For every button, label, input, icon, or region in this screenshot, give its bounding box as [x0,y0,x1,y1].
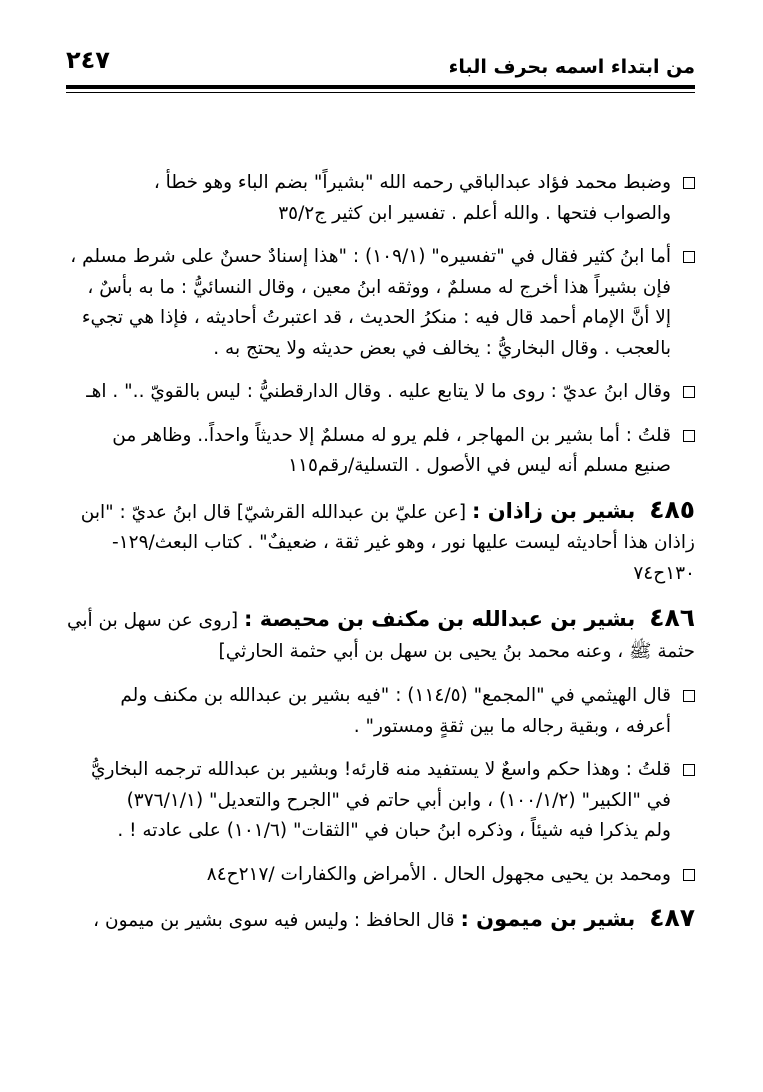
entry-name: بشير بن ميمون : [460,907,636,931]
bullet-paragraph [66,168,695,229]
text-line: صنيع مسلم أنه ليس في الأصول . التسلية/رقم١١٥ [288,455,671,476]
checkbox-bullet-icon [683,764,695,776]
text-line: قلتُ : أما بشير بن المهاجر ، فلم يرو له مسلمٌ إلا حديثاً واحداً.. وظاهر من [112,424,671,446]
text-line: ولم يذكرا فيه شيئاً ، وذكره ابنُ حبان في "الثقات" (١٠١/٦) على عادته ! . [117,820,671,841]
text-line [66,903,695,937]
checkbox-bullet-icon [683,869,695,881]
text-line: فإن بشيراً هذا أخرج له مسلمٌ ، ووثقه ابنُ معين ، وقال النسائيُّ : ما به بأسٌ ، [87,276,671,298]
entry-name: بشير بن عبدالله بن مكنف بن محيصة : [244,607,636,631]
text-line: حثمة ﷺ ، وعنه محمد بنُ يحيى بن سهل بن أبي حثمة الحارثي] [218,640,695,662]
entry-number: ٤٨٥ [649,494,695,524]
text-line: زاذان هذا أحاديثه ليست عليها نور ، وهو غير ثقة ، ضعيفٌ" . كتاب البعث/١٢٩- [112,532,695,553]
page-body [66,168,695,951]
bullet-paragraph [66,755,695,847]
biography-entry [66,903,695,937]
text-line: أعرفه ، وبقية رجاله ما بين ثقةٍ ومستور" . [353,715,671,737]
text-line: في "الكبير" (١٠٠/١/٢) ، وابن أبي حاتم في "الجرح والتعديل" (٣٧٦/١/١) [126,789,671,811]
text-line: وقال ابنُ عديّ : روى ما لا يتابع عليه . وقال الدارقطنيُّ : ليس بالقويّ .." . اهـ [86,381,671,402]
biography-entry [66,495,695,590]
text-line: قال الهيثمي في "المجمع" (١١٤/٥) : "فيه بشير بن عبدالله بن مكنف ولم [120,685,671,706]
text-line: ومحمد بن يحيى مجهول الحال . الأمراض والكفارات /٢١٧ح٨٤ [206,863,671,885]
bullet-paragraph [66,860,695,891]
bullet-paragraph [66,421,695,482]
running-title: من ابتداء اسمه بحرف الباء [448,56,695,78]
bullet-paragraph [66,681,695,742]
checkbox-bullet-icon [683,690,695,702]
text-line: بالعجب . وقال البخاريُّ : يخالف في بعض حديثه ولا يحتج به . [213,337,671,359]
text-line: أما ابنُ كثير فقال في "تفسيره" (١٠٩/١) : "هذا إسنادٌ حسنٌ على شرط مسلم ، [70,246,671,267]
entry-text: [عن عليّ بن عبدالله القرشيّ] قال ابنُ عديّ : "ابن [80,501,467,523]
text-line: والصواب فتحها . والله أعلم . تفسير ابن كثير ج٣٥/٢ [278,202,671,224]
checkbox-bullet-icon [683,386,695,398]
entry-text: قال الحافظ : وليس فيه سوى بشير بن ميمون ، [93,910,455,931]
text-line: إلا أنَّ الإمام أحمد قال فيه : منكرُ الحديث ، قد اعتبرتُ أحاديثه ، فإذا هي تجيء [81,307,671,328]
text-line: قلتُ : وهذا حكم واسعٌ لا يستفيد منه قارئه! وبشير بن عبدالله ترجمه البخاريُّ [90,759,671,780]
page-header [66,46,695,86]
entry-name: بشير بن زاذان : [472,498,636,523]
bullet-paragraph [66,242,695,364]
checkbox-bullet-icon [683,251,695,263]
header-rule-thin [66,92,695,93]
entry-number: ٤٨٧ [649,903,695,932]
text-line: ١٣٠ح٧٤ [633,562,695,584]
biography-entry [66,603,695,667]
bullet-paragraph [66,377,695,408]
entry-number: ٤٨٦ [649,603,695,632]
header-rule-thick [66,85,695,89]
text-line [66,603,695,637]
checkbox-bullet-icon [683,430,695,442]
entry-text: [روى عن سهل بن أبي [66,610,239,631]
text-line [66,495,695,529]
checkbox-bullet-icon [683,177,695,189]
page-number: ٢٤٧ [66,46,110,74]
text-line: وضبط محمد فؤاد عبدالباقي رحمه الله "بشيراً" بضم الباء وهو خطأ ، [153,172,671,193]
